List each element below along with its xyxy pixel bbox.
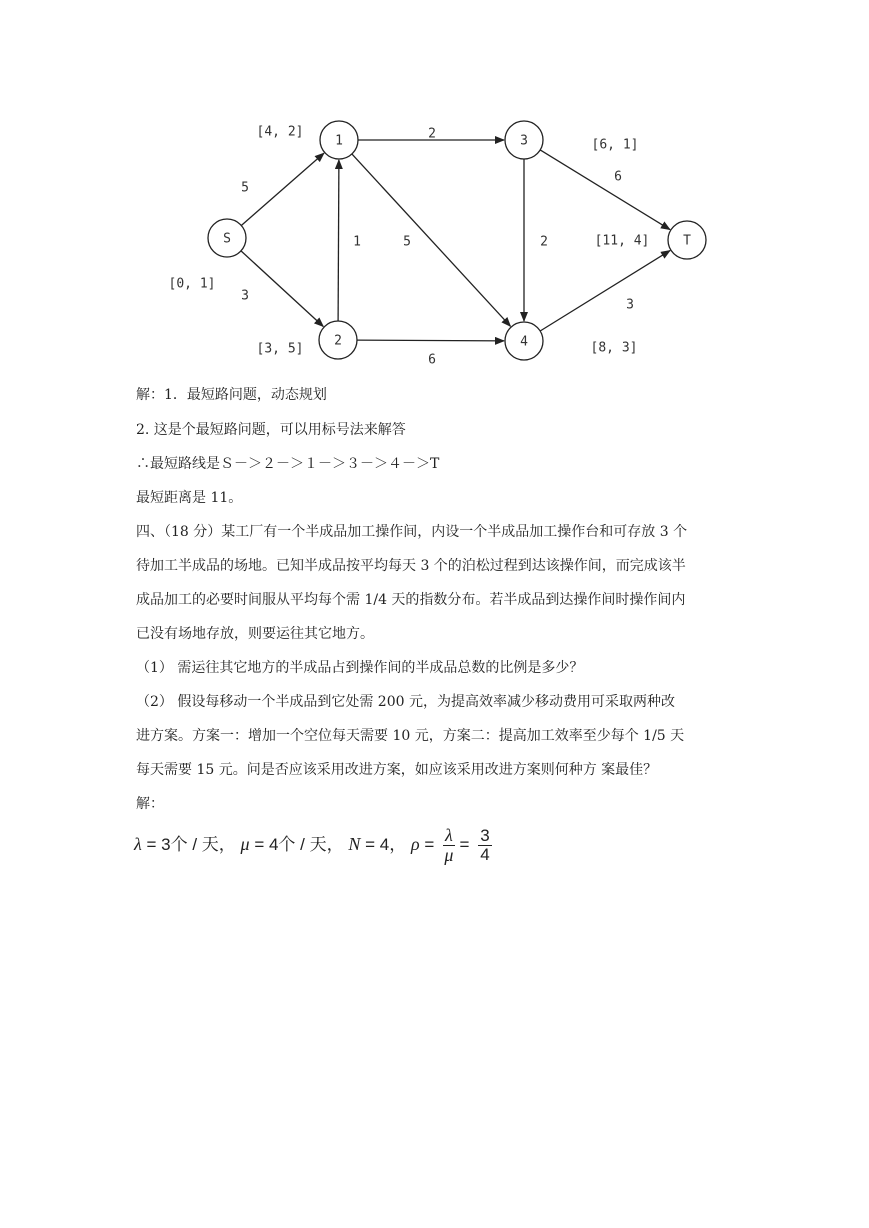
node-tag-4: [8, 3] — [590, 340, 638, 356]
fraction-denominator-mu: μ — [444, 845, 454, 865]
second-equals: = — [459, 834, 470, 854]
solution-line-4: 最短距离是 11。 — [136, 490, 243, 506]
edge-S-2 — [241, 251, 323, 327]
edge-weight-1-4: 5 — [403, 234, 411, 250]
node-label-S: S — [223, 231, 231, 247]
lambda-symbol: λ — [134, 833, 142, 854]
question-4-line-2: 待加工半成品的场地。已知半成品按平均每天 3 个的泊松过程到达该操作间，而完成该半 — [136, 558, 686, 574]
formula — [134, 826, 492, 865]
question-4-line-3: 成品加工的必要时间服从平均每个需 1/4 天的指数分布。若半成品到达操作间时操作间内 — [136, 592, 686, 608]
edge-4-T — [540, 251, 670, 331]
question-4-line-1: 四、（18 分）某工厂有一个半成品加工操作间，内设一个半成品加工操作台和可存放 3 个 — [136, 524, 688, 540]
edge-2-1 — [338, 160, 339, 321]
edge-weight-2-1: 1 — [353, 234, 361, 250]
edge-3-T — [540, 150, 670, 230]
edge-weight-3-T: 6 — [614, 169, 622, 185]
n-symbol: N — [348, 833, 361, 854]
node-tag-2: [3, 5] — [256, 341, 304, 357]
fraction-three-quarters — [478, 827, 491, 864]
question-4-line-4: 已没有场地存放，则要运往其它地方。 — [136, 626, 374, 642]
node-tag-S: [0, 1] — [168, 276, 216, 292]
edge-weight-S-1: 5 — [241, 180, 249, 196]
edge-weight-4-T: 3 — [626, 297, 634, 313]
question-4-part-2-line-1: （2） 假设每移动一个半成品到它处需 200 元，为提高效率减少移动费用可采取两种改 — [136, 694, 675, 710]
question-4-part-2-line-2: 进方案。方案一：增加一个空位每天需要 10 元，方案二：提高加工效率至少每个 1/5 天 — [136, 728, 685, 744]
mu-value: = 4个 / 天， — [254, 834, 344, 854]
edge-weight-3-4: 2 — [540, 234, 548, 250]
fraction-denominator-4: 4 — [480, 845, 490, 864]
node-tag-T: [11, 4] — [594, 233, 650, 249]
question-4-part-2-line-3: 每天需要 15 元。问是否应该采用改进方案，如应该采用改进方案则何种方 案最佳？ — [136, 762, 658, 778]
solution-line-2: 2. 这是个最短路问题，可以用标号法来解答 — [136, 422, 406, 438]
edge-weight-2-4: 6 — [428, 352, 436, 368]
rho-equals: = — [424, 834, 435, 854]
edge-weight-S-2: 3 — [241, 288, 249, 304]
fraction-lambda-over-mu — [443, 826, 455, 865]
edge-1-4 — [352, 154, 511, 326]
mu-symbol: μ — [240, 833, 250, 854]
fraction-numerator-3: 3 — [480, 826, 490, 845]
solution-label: 解： — [136, 796, 164, 812]
node-label-4: 4 — [520, 334, 528, 350]
edge-2-4 — [357, 340, 504, 341]
network-diagram — [0, 0, 869, 380]
fraction-numerator-lambda: λ — [444, 825, 453, 845]
edge-weight-1-3: 2 — [428, 126, 436, 142]
solution-line-3: ∴最短路线是Ｓ－＞２－＞１－＞３－＞４－＞T — [136, 456, 440, 472]
question-4-part-1: （1） 需运往其它地方的半成品占到操作间的半成品总数的比例是多少？ — [136, 660, 584, 676]
node-label-T: T — [683, 233, 691, 249]
node-label-1: 1 — [335, 133, 343, 149]
n-value: = 4， — [365, 834, 407, 854]
node-tag-3: [6, 1] — [591, 137, 639, 153]
rho-symbol: ρ — [410, 833, 420, 854]
solution-line-1: 解：1．最短路问题，动态规划 — [136, 387, 327, 403]
node-tag-1: [4, 2] — [256, 124, 304, 140]
edge-S-1 — [241, 153, 324, 225]
lambda-value: = 3个 / 天， — [146, 834, 236, 854]
node-label-3: 3 — [520, 133, 528, 149]
node-label-2: 2 — [334, 333, 342, 349]
